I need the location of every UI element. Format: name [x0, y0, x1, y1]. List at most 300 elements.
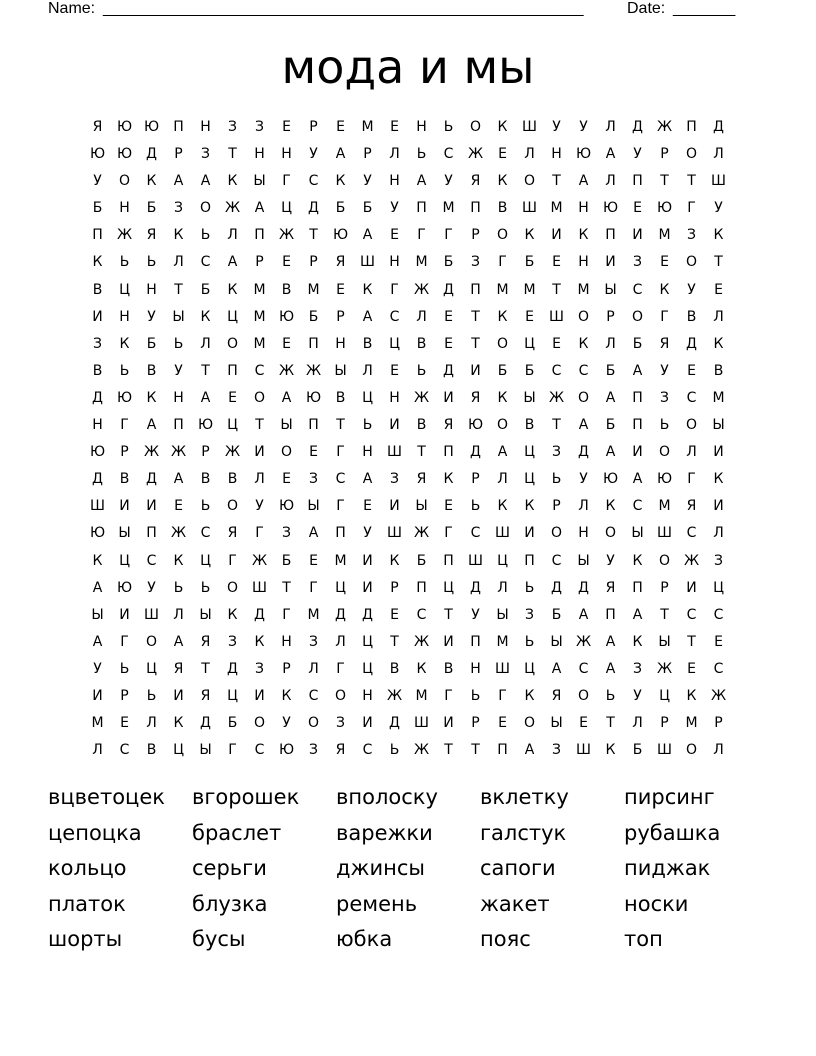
grid-letter[interactable]: Б [200, 281, 211, 298]
grid-letter[interactable]: М [550, 200, 563, 217]
grid-letter[interactable]: К [686, 687, 697, 704]
grid-letter[interactable]: А [551, 660, 562, 677]
grid-letter[interactable]: Д [146, 471, 157, 488]
grid-letter[interactable]: Б [524, 362, 535, 379]
grid-letter[interactable]: Ю [89, 525, 106, 542]
grid-letter[interactable]: М [577, 281, 590, 298]
grid-letter[interactable]: Р [606, 308, 615, 325]
grid-letter[interactable]: К [713, 227, 724, 244]
grid-letter[interactable]: Ю [656, 471, 673, 488]
grid-letter[interactable]: Д [443, 281, 454, 298]
grid-letter[interactable]: Т [606, 715, 615, 732]
grid-letter[interactable]: О [199, 200, 212, 217]
grid-letter[interactable]: Е [228, 389, 237, 406]
grid-letter[interactable]: С [200, 254, 211, 271]
grid-letter[interactable]: А [146, 417, 157, 434]
grid-letter[interactable]: Ы [172, 308, 185, 325]
grid-letter[interactable]: З [471, 254, 480, 271]
grid-letter[interactable]: Ц [443, 579, 454, 596]
grid-letter[interactable]: Ш [549, 308, 564, 325]
grid-letter[interactable]: Т [660, 606, 669, 623]
grid-letter[interactable]: Ж [116, 227, 133, 244]
grid-letter[interactable]: Ц [173, 742, 184, 759]
grid-letter[interactable]: Е [282, 119, 291, 135]
grid-letter[interactable]: Б [146, 200, 157, 217]
grid-letter[interactable]: С [686, 606, 697, 623]
grid-letter[interactable]: Н [389, 173, 400, 190]
grid-letter[interactable]: Ю [116, 146, 133, 163]
grid-letter[interactable]: У [309, 146, 318, 163]
grid-letter[interactable]: А [416, 173, 427, 190]
grid-letter[interactable]: К [173, 552, 184, 569]
grid-letter[interactable]: Г [228, 552, 237, 569]
grid-letter[interactable]: Т [309, 227, 318, 244]
grid-letter[interactable]: П [470, 200, 481, 217]
grid-letter[interactable]: П [686, 119, 697, 135]
grid-letter[interactable]: О [550, 525, 563, 542]
grid-letter[interactable]: К [497, 119, 508, 135]
grid-letter[interactable]: Ж [413, 389, 430, 406]
grid-letter[interactable]: Д [578, 579, 589, 596]
grid-letter[interactable]: С [119, 742, 130, 759]
grid-letter[interactable]: Ь [470, 498, 481, 515]
grid-letter[interactable]: О [685, 742, 698, 759]
grid-letter[interactable]: Г [282, 606, 291, 623]
grid-letter[interactable]: У [579, 119, 588, 135]
grid-letter[interactable]: О [145, 633, 158, 650]
grid-letter[interactable]: Б [551, 606, 562, 623]
grid-letter[interactable]: К [119, 335, 130, 352]
grid-letter[interactable]: М [442, 200, 455, 217]
grid-letter[interactable]: Д [362, 606, 373, 623]
grid-letter[interactable]: И [362, 579, 373, 596]
grid-letter[interactable]: К [254, 633, 265, 650]
grid-letter[interactable]: Ь [605, 687, 616, 704]
grid-letter[interactable]: Ц [362, 660, 373, 677]
grid-letter[interactable]: И [713, 498, 724, 515]
grid-letter[interactable]: О [253, 389, 266, 406]
grid-letter[interactable]: З [660, 389, 669, 406]
grid-letter[interactable]: У [174, 362, 183, 379]
grid-letter[interactable]: Ж [548, 389, 565, 406]
grid-letter[interactable]: О [226, 498, 239, 515]
grid-letter[interactable]: Р [120, 687, 129, 704]
grid-letter[interactable]: К [524, 687, 535, 704]
grid-letter[interactable]: Ь [173, 579, 184, 596]
grid-letter[interactable]: С [200, 525, 211, 542]
grid-letter[interactable]: Н [389, 254, 400, 271]
grid-letter[interactable]: Л [389, 146, 400, 163]
grid-letter[interactable]: П [632, 579, 643, 596]
grid-letter[interactable]: Л [632, 715, 643, 732]
grid-letter[interactable]: Л [146, 715, 157, 732]
grid-letter[interactable]: С [632, 498, 643, 515]
grid-letter[interactable]: К [362, 281, 373, 298]
grid-letter[interactable]: Ж [224, 444, 241, 461]
grid-letter[interactable]: Я [335, 254, 346, 271]
grid-letter[interactable]: Д [92, 389, 103, 406]
grid-letter[interactable]: М [307, 281, 320, 298]
grid-letter[interactable]: С [632, 281, 643, 298]
grid-letter[interactable]: К [497, 173, 508, 190]
grid-letter[interactable]: М [253, 308, 266, 325]
grid-letter[interactable]: Ж [683, 552, 700, 569]
grid-letter[interactable]: З [228, 119, 237, 135]
grid-letter[interactable]: О [523, 715, 536, 732]
grid-letter[interactable]: К [416, 660, 427, 677]
grid-letter[interactable]: А [605, 660, 616, 677]
grid-letter[interactable]: А [335, 146, 346, 163]
grid-letter[interactable]: А [362, 471, 373, 488]
grid-letter[interactable]: Г [444, 525, 453, 542]
grid-letter[interactable]: Ы [253, 173, 266, 190]
grid-letter[interactable]: Б [281, 552, 292, 569]
grid-letter[interactable]: С [308, 687, 319, 704]
grid-letter[interactable]: Е [552, 335, 561, 352]
grid-letter[interactable]: Ь [443, 119, 454, 135]
grid-letter[interactable]: Ш [522, 119, 537, 135]
grid-letter[interactable]: С [470, 525, 481, 542]
grid-letter[interactable]: Д [200, 715, 211, 732]
grid-letter[interactable]: Е [444, 498, 453, 515]
grid-letter[interactable]: У [660, 362, 669, 379]
grid-letter[interactable]: З [714, 552, 723, 569]
grid-letter[interactable]: Ь [200, 227, 211, 244]
grid-letter[interactable]: Т [282, 579, 291, 596]
grid-letter[interactable]: И [632, 444, 643, 461]
grid-letter[interactable]: Н [119, 308, 130, 325]
grid-letter[interactable]: С [416, 606, 427, 623]
grid-letter[interactable]: П [146, 525, 157, 542]
grid-letter[interactable]: М [361, 119, 374, 135]
grid-letter[interactable]: З [228, 633, 237, 650]
grid-letter[interactable]: П [227, 362, 238, 379]
grid-letter[interactable]: М [334, 552, 347, 569]
grid-letter[interactable]: Ь [524, 579, 535, 596]
grid-letter[interactable]: Ш [576, 742, 591, 759]
grid-letter[interactable]: Ж [170, 525, 187, 542]
grid-letter[interactable]: А [578, 417, 589, 434]
grid-letter[interactable]: Н [281, 146, 292, 163]
grid-letter[interactable]: М [91, 715, 104, 732]
grid-letter[interactable]: Б [308, 308, 319, 325]
grid-letter[interactable]: Л [713, 742, 724, 759]
grid-letter[interactable]: У [93, 660, 102, 677]
grid-letter[interactable]: Ж [386, 687, 403, 704]
grid-letter[interactable]: Д [308, 200, 319, 217]
grid-letter[interactable]: Е [579, 715, 588, 732]
grid-letter[interactable]: Д [578, 444, 589, 461]
grid-letter[interactable]: А [200, 389, 211, 406]
grid-letter[interactable]: Р [660, 579, 669, 596]
grid-letter[interactable]: А [632, 471, 643, 488]
grid-letter[interactable]: Д [389, 715, 400, 732]
grid-letter[interactable]: Б [524, 254, 535, 271]
grid-letter[interactable]: К [389, 552, 400, 569]
grid-letter[interactable]: Я [335, 742, 346, 759]
grid-letter[interactable]: П [470, 633, 481, 650]
grid-letter[interactable]: О [226, 335, 239, 352]
grid-letter[interactable]: И [254, 444, 265, 461]
grid-letter[interactable]: Ы [280, 417, 293, 434]
grid-letter[interactable]: Р [282, 660, 291, 677]
grid-letter[interactable]: Т [255, 417, 264, 434]
grid-letter[interactable]: В [119, 471, 130, 488]
grid-letter[interactable]: Р [660, 146, 669, 163]
grid-letter[interactable]: У [444, 173, 453, 190]
grid-letter[interactable]: О [577, 308, 590, 325]
grid-letter[interactable]: Д [632, 119, 643, 135]
grid-letter[interactable]: Ю [278, 742, 295, 759]
grid-letter[interactable]: В [146, 362, 157, 379]
grid-letter[interactable]: А [173, 633, 184, 650]
grid-letter[interactable]: Л [497, 579, 508, 596]
grid-letter[interactable]: Ь [416, 146, 427, 163]
grid-letter[interactable]: В [713, 362, 724, 379]
grid-letter[interactable]: Б [605, 362, 616, 379]
grid-letter[interactable]: Р [363, 146, 372, 163]
grid-letter[interactable]: Д [470, 579, 481, 596]
grid-letter[interactable]: Д [254, 606, 265, 623]
grid-letter[interactable]: Ь [119, 254, 130, 271]
grid-letter[interactable]: С [686, 389, 697, 406]
grid-letter[interactable]: Р [309, 254, 318, 271]
grid-letter[interactable]: Ж [413, 633, 430, 650]
grid-letter[interactable]: Ж [656, 119, 673, 135]
grid-letter[interactable]: И [92, 687, 103, 704]
grid-letter[interactable]: К [443, 471, 454, 488]
grid-letter[interactable]: О [658, 552, 671, 569]
grid-letter[interactable]: Ц [281, 200, 292, 217]
grid-letter[interactable]: Л [173, 254, 184, 271]
grid-letter[interactable]: С [578, 362, 589, 379]
grid-letter[interactable]: О [280, 444, 293, 461]
grid-letter[interactable]: И [443, 389, 454, 406]
grid-letter[interactable]: Ь [119, 362, 130, 379]
grid-letter[interactable]: Т [471, 308, 480, 325]
grid-letter[interactable]: Н [173, 389, 184, 406]
grid-letter[interactable]: Ж [656, 660, 673, 677]
grid-letter[interactable]: Б [146, 335, 157, 352]
grid-letter[interactable]: К [173, 227, 184, 244]
grid-letter[interactable]: К [227, 281, 238, 298]
grid-letter[interactable]: А [92, 633, 103, 650]
grid-letter[interactable]: Н [362, 444, 373, 461]
grid-letter[interactable]: С [713, 660, 724, 677]
grid-letter[interactable]: Ы [199, 742, 212, 759]
grid-letter[interactable]: В [200, 471, 211, 488]
grid-letter[interactable]: Ц [227, 417, 238, 434]
grid-letter[interactable]: К [524, 498, 535, 515]
grid-letter[interactable]: Ю [467, 417, 484, 434]
grid-letter[interactable]: О [685, 254, 698, 271]
grid-letter[interactable]: М [307, 606, 320, 623]
grid-letter[interactable]: Ш [387, 525, 402, 542]
grid-letter[interactable]: Т [336, 417, 345, 434]
grid-letter[interactable]: Ш [252, 579, 267, 596]
grid-letter[interactable]: З [687, 227, 696, 244]
grid-letter[interactable]: Ш [657, 742, 672, 759]
grid-letter[interactable]: М [496, 281, 509, 298]
grid-letter[interactable]: Г [336, 498, 345, 515]
grid-letter[interactable]: П [254, 227, 265, 244]
grid-letter[interactable]: А [605, 146, 616, 163]
grid-letter[interactable]: П [335, 525, 346, 542]
grid-letter[interactable]: Б [497, 362, 508, 379]
grid-letter[interactable]: Ц [524, 444, 535, 461]
grid-letter[interactable]: З [309, 633, 318, 650]
grid-letter[interactable]: И [92, 308, 103, 325]
grid-letter[interactable]: Б [632, 742, 643, 759]
grid-letter[interactable]: Д [713, 119, 724, 135]
grid-letter[interactable]: У [255, 498, 264, 515]
grid-letter[interactable]: В [416, 417, 427, 434]
grid-letter[interactable]: Д [335, 606, 346, 623]
grid-letter[interactable]: С [146, 552, 157, 569]
grid-letter[interactable]: Ю [89, 444, 106, 461]
grid-letter[interactable]: З [255, 660, 264, 677]
grid-letter[interactable]: Л [173, 606, 184, 623]
grid-letter[interactable]: У [606, 552, 615, 569]
grid-letter[interactable]: Л [200, 335, 211, 352]
grid-letter[interactable]: Т [417, 444, 426, 461]
grid-letter[interactable]: Ц [524, 471, 535, 488]
grid-letter[interactable]: Л [524, 146, 535, 163]
grid-letter[interactable]: М [685, 715, 698, 732]
grid-letter[interactable]: З [633, 254, 642, 271]
grid-letter[interactable]: В [416, 335, 427, 352]
grid-letter[interactable]: А [578, 606, 589, 623]
grid-letter[interactable]: Ц [227, 308, 238, 325]
grid-letter[interactable]: Г [228, 742, 237, 759]
grid-letter[interactable]: Ж [710, 687, 727, 704]
grid-letter[interactable]: Я [470, 389, 481, 406]
grid-letter[interactable]: И [443, 715, 454, 732]
grid-letter[interactable]: Б [605, 417, 616, 434]
grid-letter[interactable]: Г [336, 660, 345, 677]
grid-letter[interactable]: Г [444, 687, 453, 704]
grid-letter[interactable]: С [551, 552, 562, 569]
grid-letter[interactable]: Ш [387, 444, 402, 461]
grid-letter[interactable]: Ь [119, 660, 130, 677]
grid-letter[interactable]: З [93, 335, 102, 352]
grid-letter[interactable]: Ж [413, 742, 430, 759]
grid-letter[interactable]: Я [605, 579, 616, 596]
grid-letter[interactable]: Ц [119, 281, 130, 298]
grid-letter[interactable]: Р [309, 119, 318, 135]
grid-letter[interactable]: Ш [468, 552, 483, 569]
grid-letter[interactable]: С [443, 146, 454, 163]
grid-letter[interactable]: Е [390, 362, 399, 379]
grid-letter[interactable]: В [146, 742, 157, 759]
grid-letter[interactable]: Т [174, 281, 183, 298]
grid-letter[interactable]: Ю [89, 146, 106, 163]
grid-letter[interactable]: Г [390, 281, 399, 298]
grid-letter[interactable]: Ы [577, 552, 590, 569]
grid-letter[interactable]: Ь [200, 579, 211, 596]
grid-letter[interactable]: И [254, 687, 265, 704]
grid-letter[interactable]: Ш [711, 173, 726, 190]
grid-letter[interactable]: У [633, 687, 642, 704]
grid-letter[interactable]: Ш [657, 525, 672, 542]
grid-letter[interactable]: В [92, 281, 103, 298]
grid-letter[interactable]: Ь [200, 498, 211, 515]
grid-letter[interactable]: Л [416, 308, 427, 325]
grid-letter[interactable]: Р [471, 471, 480, 488]
grid-letter[interactable]: Н [146, 281, 157, 298]
grid-letter[interactable]: А [362, 227, 373, 244]
grid-letter[interactable]: Е [714, 281, 723, 298]
grid-letter[interactable]: Б [362, 200, 373, 217]
grid-letter[interactable]: Н [578, 254, 589, 271]
grid-letter[interactable]: Л [362, 362, 373, 379]
grid-letter[interactable]: Е [525, 308, 534, 325]
grid-letter[interactable]: Ж [467, 146, 484, 163]
grid-letter[interactable]: Ж [305, 362, 322, 379]
grid-letter[interactable]: Е [309, 552, 318, 569]
grid-letter[interactable]: С [686, 525, 697, 542]
grid-letter[interactable]: Ш [90, 498, 105, 515]
grid-letter[interactable]: Е [633, 200, 642, 217]
grid-letter[interactable]: М [523, 281, 536, 298]
grid-letter[interactable]: Ж [251, 552, 268, 569]
grid-letter[interactable]: О [577, 687, 590, 704]
grid-letter[interactable]: И [389, 498, 400, 515]
grid-letter[interactable]: А [524, 742, 535, 759]
grid-letter[interactable]: Л [605, 119, 616, 135]
grid-letter[interactable]: Ы [631, 525, 644, 542]
grid-letter[interactable]: Ж [575, 633, 592, 650]
grid-letter[interactable]: П [524, 552, 535, 569]
grid-letter[interactable]: К [659, 281, 670, 298]
grid-letter[interactable]: Т [444, 742, 453, 759]
grid-letter[interactable]: Ю [278, 498, 295, 515]
grid-letter[interactable]: К [227, 606, 238, 623]
grid-letter[interactable]: У [390, 200, 399, 217]
grid-letter[interactable]: Я [200, 687, 211, 704]
grid-letter[interactable]: У [687, 281, 696, 298]
grid-letter[interactable]: В [686, 308, 697, 325]
grid-letter[interactable]: К [146, 389, 157, 406]
grid-letter[interactable]: Е [309, 444, 318, 461]
grid-letter[interactable]: П [173, 417, 184, 434]
grid-letter[interactable]: Т [552, 173, 561, 190]
grid-letter[interactable]: П [605, 606, 616, 623]
grid-letter[interactable]: Ц [497, 552, 508, 569]
grid-letter[interactable]: Т [687, 633, 696, 650]
grid-letter[interactable]: П [416, 579, 427, 596]
grid-letter[interactable]: Б [632, 335, 643, 352]
grid-letter[interactable]: Е [174, 498, 183, 515]
grid-letter[interactable]: Я [173, 660, 184, 677]
grid-letter[interactable]: О [577, 389, 590, 406]
grid-letter[interactable]: У [471, 606, 480, 623]
grid-letter[interactable]: Н [389, 389, 400, 406]
grid-letter[interactable]: И [119, 606, 130, 623]
grid-letter[interactable]: П [470, 281, 481, 298]
grid-letter[interactable]: Ы [523, 389, 536, 406]
grid-letter[interactable]: Ю [143, 119, 160, 135]
grid-letter[interactable]: Ц [659, 687, 670, 704]
grid-letter[interactable]: У [363, 525, 372, 542]
grid-letter[interactable]: Б [227, 715, 238, 732]
grid-letter[interactable]: А [173, 173, 184, 190]
grid-letter[interactable]: Ц [119, 552, 130, 569]
grid-letter[interactable]: Е [714, 633, 723, 650]
grid-letter[interactable]: Д [686, 335, 697, 352]
grid-letter[interactable]: И [605, 254, 616, 271]
grid-letter[interactable]: З [552, 742, 561, 759]
